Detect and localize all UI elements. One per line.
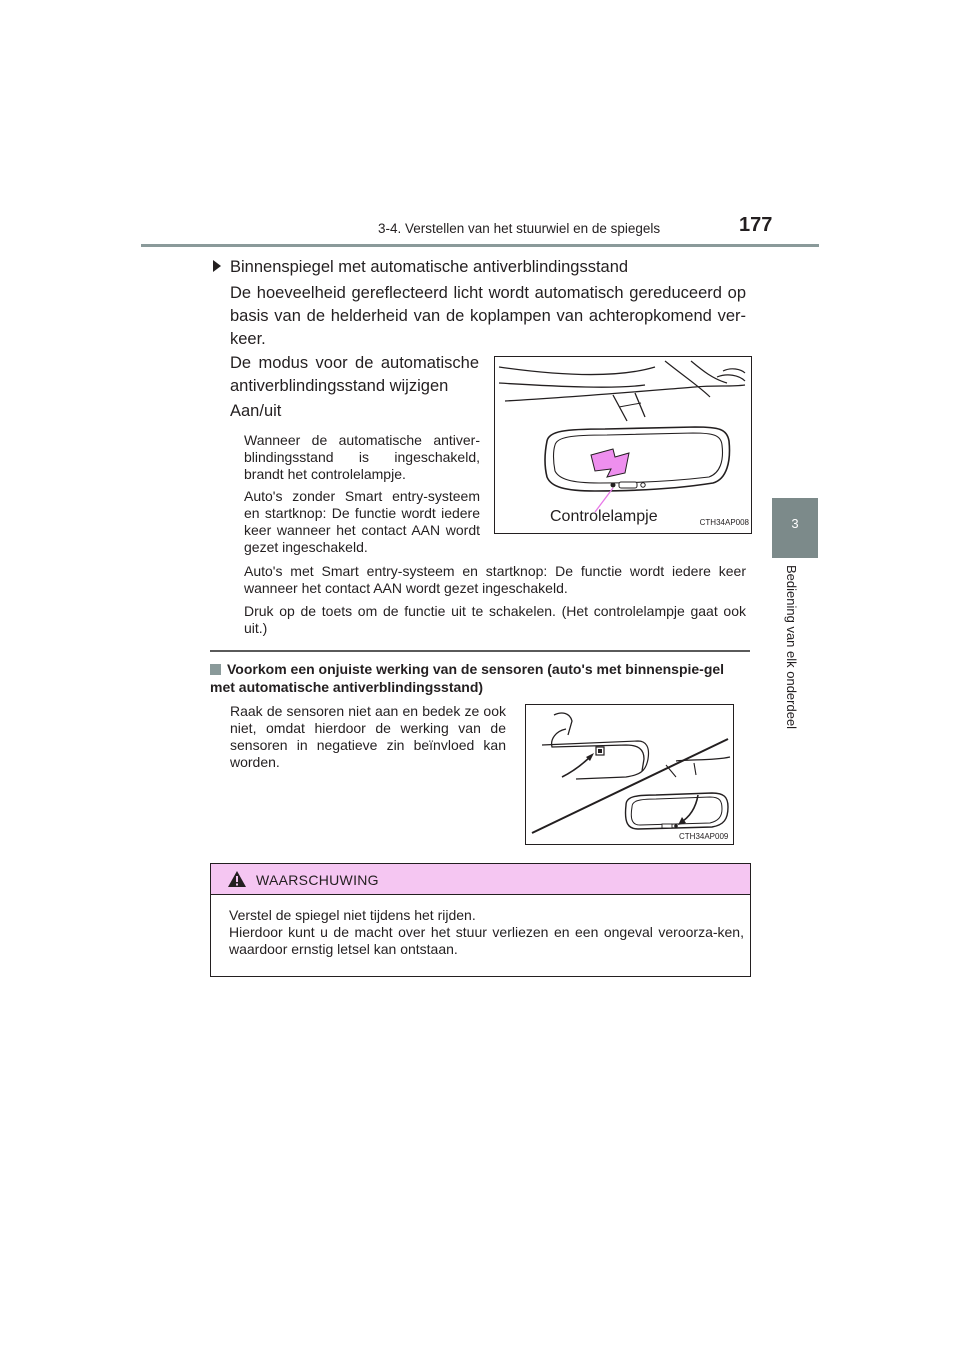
page-number: 177: [739, 214, 773, 236]
indicator-callout-label: Controlelampje: [550, 508, 658, 525]
mode-heading: De modus voor de automatische antiverblindingsstand wijzigen: [230, 354, 479, 395]
mirror-illustration: [495, 357, 751, 533]
sensor-paragraph: Raak de sensoren niet aan en bedek ze ook niet, omdat hierdoor de werking van de sensoren in negatieve zin beïnvloed kan worden.: [230, 703, 506, 770]
warning-triangle-icon: [227, 870, 247, 888]
note-with-smart-entry: Auto's met Smart entry-systeem en startknop: De functie wordt iedere keer wanneer het contact AAN wordt gezet ingeschakeld.: [244, 563, 746, 596]
sensor-heading: [210, 660, 746, 696]
subheading: [213, 256, 628, 279]
warning-body: [229, 907, 744, 958]
square-bullet-icon: [210, 664, 221, 675]
chapter-tab: [772, 498, 818, 558]
warning-title: WAARSCHUWING: [256, 872, 379, 888]
toggle-label: Aan/uit: [230, 402, 282, 420]
mirror-figure: [494, 356, 752, 534]
note-without-smart-entry: Auto's zonder Smart entry-systeem en startknop: De functie wordt iedere keer wanneer het contact AAN wordt gezet ingeschakeld.: [244, 488, 480, 555]
figure-code: CTH34AP008: [699, 518, 749, 527]
warning-header: [211, 864, 750, 895]
header-rule: [141, 244, 819, 247]
intro-paragraph: De hoeveelheid gereflecteerd licht wordt automatisch gereduceerd op basis van de helderheid van de koplampen van achteropkomend ver-keer.: [230, 284, 746, 348]
chapter-number: 3: [791, 516, 799, 531]
sensor-illustration: [526, 705, 733, 844]
sensor-heading-text: Voorkom een onjuiste werking van de sensoren (auto's met binnenspie-gel met automatische antiverblindingsstand): [210, 661, 725, 695]
chapter-label: Bediening van elk onderdeel: [784, 565, 799, 730]
warning-line-2: Hierdoor kunt u de macht over het stuur verliezen en een ongeval veroorza-ken, waardoor ernstig letsel kan ontstaan.: [229, 924, 744, 957]
sensor-figure: [525, 704, 734, 845]
note-switch-off: Druk op de toets om de functie uit te schakelen. (Het controlelampje gaat ook uit.): [244, 603, 746, 636]
warning-line-1: Verstel de spiegel niet tijdens het rijden.: [229, 907, 476, 923]
figure-code-2: CTH34AP009: [679, 832, 729, 841]
warning-box: [210, 863, 751, 977]
triangle-bullet-icon: [213, 260, 221, 272]
section-divider: [210, 650, 750, 652]
section-title: 3-4. Verstellen van het stuurwiel en de spiegels: [378, 221, 661, 236]
subheading-text: Binnenspiegel met automatische antiverblindingsstand: [230, 258, 629, 276]
note-indicator: Wanneer de automatische antiver-blindingsstand is ingeschakeld, brandt het controlelampje.: [244, 432, 480, 482]
